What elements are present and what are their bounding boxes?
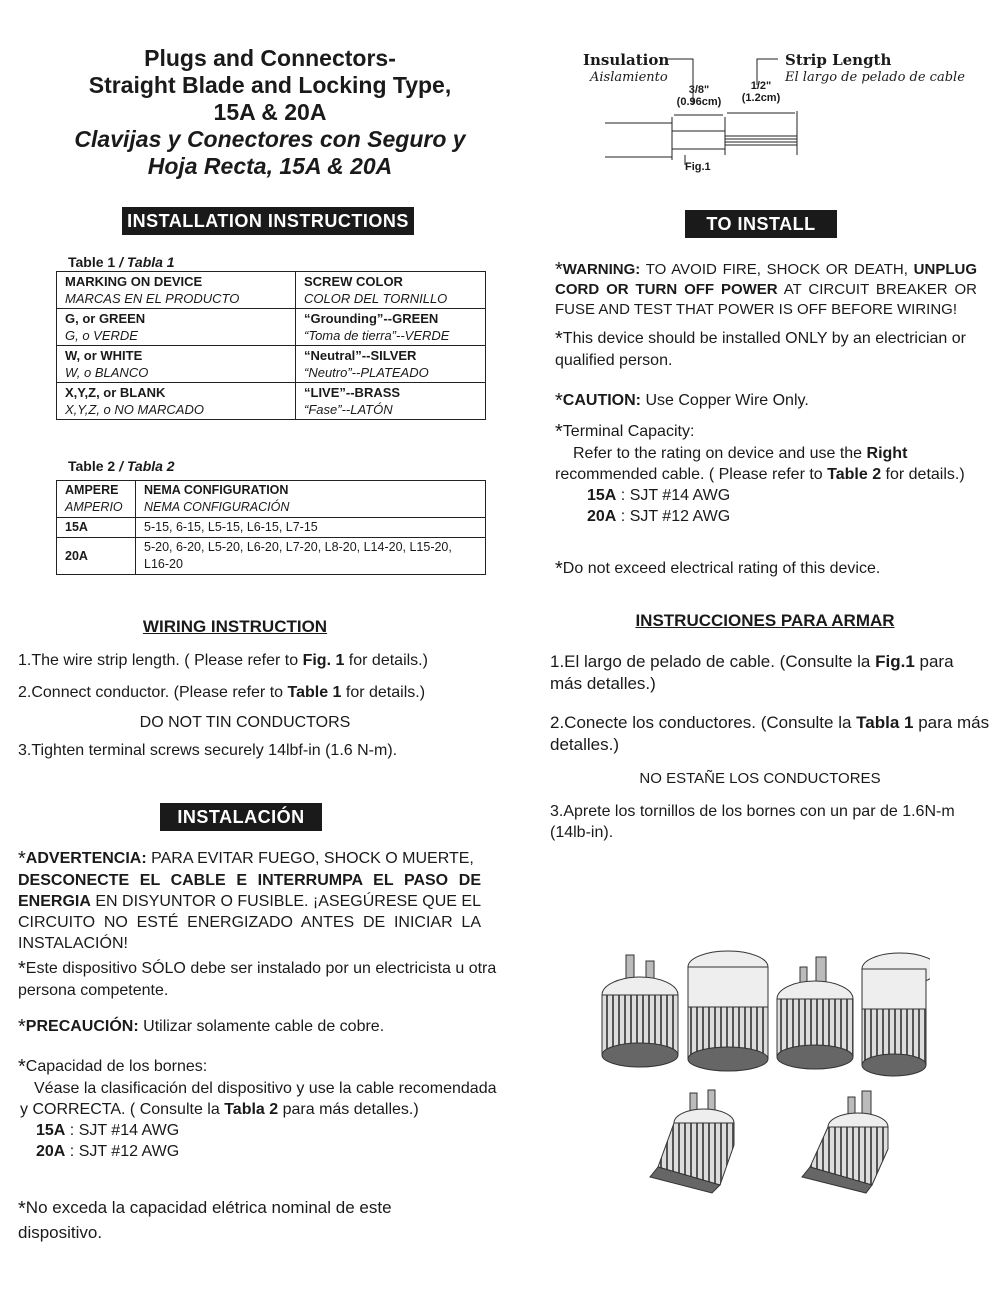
only-electrician [555,328,980,371]
asterisk: * [555,259,563,281]
table-cell: G, or GREEN [65,311,146,326]
table-cell: MARCAS EN EL PRODUCTO [65,291,240,306]
text: Fig.1 [875,652,915,671]
text: 20A [36,1143,66,1160]
text: for details.) [881,466,965,483]
text: PRECAUCIÓN: [25,1018,139,1035]
table1-caption [68,254,175,270]
table-row [57,309,486,346]
text: Use Copper Wire Only. [641,392,809,409]
table-cell: COLOR DEL TORNILLO [304,291,448,306]
wiring-step-1 [18,650,518,671]
table-cell: “Neutral”--SILVER [304,348,417,363]
wiring-heading: WIRING INSTRUCTION [142,617,328,636]
asterisk: * [555,328,563,350]
table-header: AMPERE [65,483,119,497]
advertencia [18,848,481,954]
text: Refer to the rating on device and use the [573,445,867,462]
page-title [20,45,520,180]
text: para más detalles.) [278,1101,419,1118]
wiring-step-2 [18,682,518,703]
asterisk: * [555,390,563,412]
table2-caption-en: Table 2 [68,458,116,474]
title-line-3: 15A & 20A [213,99,327,125]
table-cell: 5-15, 6-15, L5-15, L6-15, L7-15 [144,520,318,534]
text: para más detalles.) [550,713,990,754]
table2-caption [68,458,175,474]
text: for details.) [341,684,426,701]
instrucciones-step-2 [550,712,990,756]
no-estane: NO ESTAÑE LOS CONDUCTORES [639,770,881,787]
table-cell: 15A [65,520,88,534]
plug-locking-icon [777,957,853,1069]
text: Tabla 1 [856,713,914,732]
instalacion-badge: INSTALACIÓN [160,803,322,831]
text: 2.Connect conductor. (Please refer to [18,684,288,701]
text: Utilizar solamente cable de cobre. [138,1018,385,1035]
strip-length-label: Strip Length [785,51,892,69]
title-line-2: Straight Blade and Locking Type, [88,72,452,98]
text: Table 2 [827,466,882,483]
table-row [57,518,486,538]
text: PARA EVITAR FUEGO, SHOCK O MUERTE, [146,850,474,867]
plug-straight-icon [602,955,678,1067]
table-cell: 20A [65,548,88,563]
text: recommended cable. ( Please refer to [555,466,828,483]
text: TO AVOID FIRE, SHOCK OR DEATH, [640,261,914,278]
table1-caption-es: / Tabla 1 [119,254,175,270]
text: 1.El largo de pelado de cable. (Consulte la [550,652,876,671]
asterisk: * [18,848,26,870]
table-cell: X,Y,Z, o NO MARCADO [65,402,204,417]
text: DESCONECTE EL CABLE E INTERRUMPA EL PASO DE ENERGIA [18,872,481,910]
capacidad-bornes [18,1056,508,1162]
asterisk: * [18,1016,26,1038]
text: 2.Conecte los conductores. (Consulte la [550,713,857,732]
table-row [57,481,486,518]
asterisk: * [18,1198,26,1220]
table-cell: MARKING ON DEVICE [65,274,203,289]
table-row [57,538,486,575]
table-header: AMPERIO [65,500,123,514]
text: WARNING: [562,261,641,278]
table-header: NEMA CONFIGURATION [144,483,289,497]
text: 15A [36,1122,66,1139]
text: EN DISYUNTOR O FUSIBLE. ¡ASEGÚRESE QUE EL CIRCUITO NO ESTÉ ENERGIZADO ANTES DE INICIAR LA INSTALACIÓN! [18,893,481,952]
connector-straight-icon [688,951,768,1071]
table-row [57,272,486,309]
asterisk: * [18,1056,26,1078]
instrucciones-step-1 [550,651,980,695]
text: Terminal Capacity: [562,423,695,440]
instrucciones-heading: INSTRUCCIONES PARA ARMAR [635,611,895,630]
text: (1.2cm) [741,92,781,104]
text: Tabla 2 [224,1101,279,1118]
installation-instructions-badge: INSTALLATION INSTRUCTIONS [122,207,414,235]
table-cell: “Grounding”--GREEN [304,311,439,326]
wire-strip-drawing [575,45,975,180]
aislamiento-label: Aislamiento [590,70,668,85]
do-not-tin: DO NOT TIN CONDUCTORS [139,714,351,731]
fig1-label: Fig.1 [685,161,711,173]
to-install-badge: TO INSTALL [685,210,837,238]
angle-plug-locking-icon [802,1091,888,1193]
text: Right [866,445,908,462]
text: for details.) [344,652,428,669]
asterisk: * [18,958,26,980]
text: CAUTION: [562,392,642,409]
title-line-5: Hoja Recta, 15A & 20A [147,153,393,179]
table-row [57,346,486,383]
table-cell: G, o VERDE [65,328,138,343]
text: Fig. 1 [302,652,345,669]
fig1-diagram [575,45,975,180]
text: Table 1 [287,684,342,701]
text: para más detalles.) [550,652,954,693]
plugs-illustration [600,945,930,1195]
table-cell: “Fase”--LATÓN [304,402,393,417]
no-exceda [18,1196,478,1244]
table-cell: “Toma de tierra”--VERDE [304,328,450,343]
connector-locking-icon [862,953,930,1076]
text: : SJT #14 AWG [616,487,731,504]
table-cell: SCREW COLOR [304,274,403,289]
instrucciones-step-3: 3.Aprete los tornillos de los bornes con un par de 1.6N-m (14lb-in). [550,803,955,841]
text: Do not exceed electrical rating of this device. [562,560,881,577]
table-cell: W, o BLANCO [65,365,149,380]
table2-caption-es: / Tabla 2 [119,458,175,474]
table-2 [56,480,486,575]
text: 15A [587,487,617,504]
text: ADVERTENCIA: [25,850,147,867]
wiring-step-3: 3.Tighten terminal screws securely 14lbf-in (1.6 N-m). [18,742,398,759]
table-row [57,383,486,420]
title-line-1: Plugs and Connectors- [144,45,396,71]
asterisk: * [555,558,563,580]
text: : SJT #14 AWG [65,1122,180,1139]
table-cell: “Neutro”--PLATEADO [304,365,429,380]
table-cell: “LIVE”--BRASS [304,385,401,400]
text: 3/8" [688,84,710,96]
strip-length-es-label: El largo de pelado de cable [785,70,965,85]
text: No exceda la capacidad elétrica nominal de este dispositivo. [18,1198,392,1242]
text: 20A [587,508,617,525]
text: AT CIRCUIT BREAKER OR FUSE AND TEST THAT POWER IS OFF BEFORE WIRING! [555,281,977,318]
table-1 [56,271,486,420]
angle-plug-icon [650,1090,734,1193]
table-header: NEMA CONFIGURACIÓN [144,500,290,514]
text: 1.The wire strip length. ( Please refer to [18,652,303,669]
asterisk: * [555,421,563,443]
precaucion [18,1016,498,1038]
text: : SJT #12 AWG [616,508,731,525]
text: This device should be installed ONLY by an electrician or qualified person. [555,330,966,369]
text: Capacidad de los bornes: [25,1058,208,1075]
terminal-capacity [555,421,985,527]
caution [555,390,980,412]
text: (0.96cm) [676,96,722,108]
text: Este dispositivo SÓLO debe ser instalado por un electricista u otra persona competente. [18,960,497,999]
text: : SJT #12 AWG [65,1143,180,1160]
insulation-label: Insulation [583,51,670,69]
text: Véase la clasificación del dispositivo y use la cable recomendada y CORRECTA. ( Consulte la [20,1080,497,1118]
table-cell: W, or WHITE [65,348,143,363]
table-cell: 5-20, 6-20, L5-20, L6-20, L7-20, L8-20, L14-20, L15-20, L16-20 [144,540,452,571]
text: UNPLUG CORD OR TURN OFF POWER [555,261,977,298]
title-line-4: Clavijas y Conectores con Seguro y [74,126,466,152]
table-cell: X,Y,Z, or BLANK [65,385,166,400]
solo-electricista [18,958,498,1001]
text: 1/2" [750,80,772,92]
do-not-exceed [555,558,980,580]
table1-caption-en: Table 1 [68,254,116,270]
warning [555,260,977,320]
